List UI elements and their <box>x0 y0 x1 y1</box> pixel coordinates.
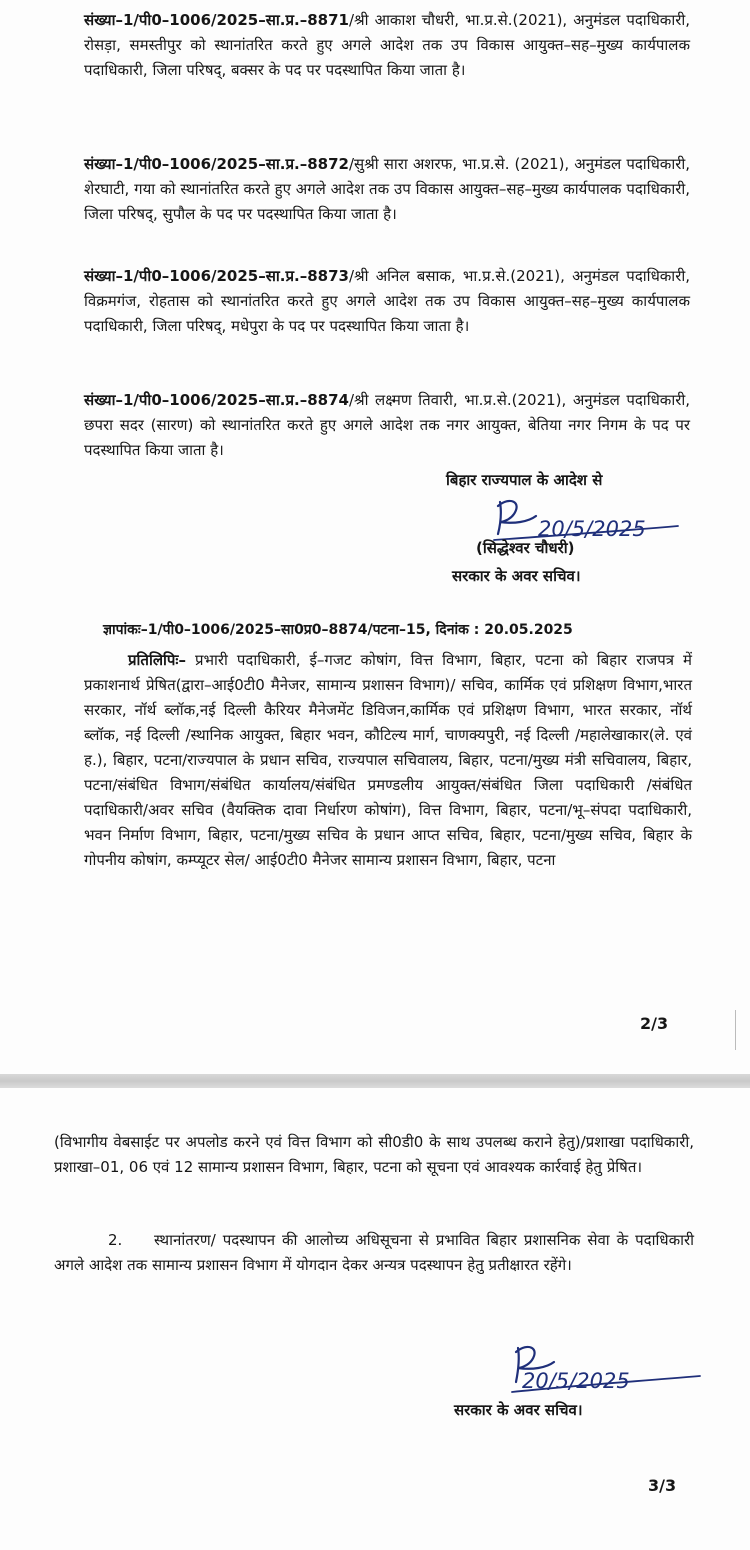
copy-distribution-paragraph <box>84 648 692 873</box>
copy-continuation-paragraph: (विभागीय वेबसाईट पर अपलोड करने एवं वित्त विभाग को सी0डी0 के साथ उपलब्ध कराने हेतु)/प्रशाखा पदाधिकारी, प्रशाखा–01, 06 एवं 12 सामान्य प्रशासन विभाग, बिहार, पटना को सूचना एवं आवश्यक कार्रवाई हेतु प्रेषित। <box>54 1133 694 1176</box>
order-ref-number: संख्या–1/पी0–1006/2025–सा.प्र.–8873 <box>84 267 349 285</box>
order-paragraph-1 <box>84 8 690 83</box>
order-paragraph-3 <box>84 264 690 339</box>
order-ref-number: संख्या–1/पी0–1006/2025–सा.प्र.–8874 <box>84 391 349 409</box>
signature-date: 20/5/2025 <box>522 1369 630 1393</box>
memo-reference-line: ज्ञापांकः–1/पी0–1006/2025–सा0प्र0–8874/पटना–15, दिनांक : 20.05.2025 <box>103 622 573 638</box>
order-paragraph-2 <box>84 152 690 227</box>
order-text: /श्री अनिल बसाक, भा.प्र.से.(2021), अनुमंडल पदाधिकारी, विक्रमगंज, रोहतास को स्थानांतरित करते हुए अगले आदेश तक उप विकास आयुक्त–सह–मुख्य कार्यपालक पदाधिकारी, जिला परिषद्, मधेपुरा के पद पर पदस्थापित किया जाता है। <box>84 267 690 335</box>
by-order-line: बिहार राज्यपाल के आदेश से <box>446 471 603 489</box>
order-text: /श्री आकाश चौधरी, भा.प्र.से.(2021), अनुमंडल पदाधिकारी, रोसड़ा, समस्तीपुर को स्थानांतरित करते हुए अगले आदेश तक उप विकास आयुक्त–सह–मुख्य कार्यपालक पदाधिकारी, जिला परिषद्, बक्सर के पद पर पदस्थापित किया जाता है। <box>84 11 690 79</box>
signature-date: 20/5/2025 <box>538 517 646 541</box>
point-text: स्थानांतरण/ पदस्थापन की आलोच्य अधिसूचना से प्रभावित बिहार प्रशासनिक सेवा के पदाधिकारी अगले आदेश तक सामान्य प्रशासन विभाग में योगदान देकर अन्यत्र पदस्थापन हेतु प्रतीक्षारत रहेंगे। <box>54 1231 694 1274</box>
point-2-paragraph <box>54 1228 694 1278</box>
signatory-title: सरकार के अवर सचिव। <box>454 1401 583 1419</box>
copy-label: प्रतिलिपिः– <box>128 651 186 669</box>
page-number: 2/3 <box>640 1014 669 1033</box>
signatory-name: (सिद्धेश्वर चौधरी) <box>476 539 575 557</box>
page-number: 3/3 <box>648 1476 677 1495</box>
order-ref-number: संख्या–1/पी0–1006/2025–सा.प्र.–8871 <box>84 11 349 29</box>
order-paragraph-4 <box>84 388 690 463</box>
point-number: 2. <box>108 1231 123 1249</box>
document-page-3 <box>0 1088 750 1550</box>
order-text: /श्री लक्ष्मण तिवारी, भा.प्र.से.(2021), अनुमंडल पदाधिकारी, छपरा सदर (सारण) को स्थानांतरित करते हुए अगले आदेश तक नगर आयुक्त, बेतिया नगर निगम के पद पर पदस्थापित किया जाता है। <box>84 391 690 459</box>
order-text: /सुश्री सारा अशरफ, भा.प्र.से. (2021), अनुमंडल पदाधिकारी, शेरघाटी, गया को स्थानांतरित करते हुए अगले आदेश तक उप विकास आयुक्त–सह–मुख्य कार्यपालक पदाधिकारी, जिला परिषद्, सुपौल के पद पर पदस्थापित किया जाता है। <box>84 155 690 223</box>
copy-recipients-text: प्रभारी पदाधिकारी, ई–गजट कोषांग, वित्त विभाग, बिहार, पटना को बिहार राजपत्र में प्रकाशनार्थ प्रेषित(द्वारा–आई0टी0 मैनेजर, सामान्य प्रशासन विभाग)/ सचिव, कार्मिक एवं प्रशिक्षण विभाग,भारत सरकार, नॉर्थ ब्लॉक,नई दिल्ली कैरियर मैनेजमेंट डिविजन,कार्मिक एवं प्रशिक्षण विभाग, भारत सरकार, नॉर्थ ब्लॉक, नई दिल्ली /स्थानिक आयुक्त, बिहार भवन, कौटिल्य मार्ग, चाणक्यपुरी, नई दिल्ली /महालेखाकार(ले. एवं ह.), बिहार, पटना/राज्यपाल के प्रधान सचिव, राज्यपाल सचिवालय, बिहार, पटना/मुख्य मंत्री सचिवालय, बिहार, पटना/संबंधित विभाग/संबंधित कार्यालय/संबंधित प्रमण्डलीय आयुक्त/संबंधित जिला पदाधिकारी /संबंधित पदाधिकारी/अवर सचिव (वैयक्तिक दावा निर्धारण कोषांग), वित्त विभाग, बिहार, पटना/भू–संपदा पदाधिकारी, भवन निर्माण विभाग, बिहार, पटना/मुख्य सचिव के प्रधान आप्त सचिव, बिहार, पटना/मुख्य सचिव, बिहार के गोपनीय कोषांग, कम्प्यूटर सेल/ आई0टी0 मैनेजर सामान्य प्रशासन विभाग, बिहार, पटना <box>84 651 692 869</box>
handwritten-signature-icon <box>508 1340 708 1404</box>
signatory-title: सरकार के अवर सचिव। <box>452 567 581 585</box>
page-separator <box>0 1074 750 1088</box>
order-ref-number: संख्या–1/पी0–1006/2025–सा.प्र.–8872 <box>84 155 349 173</box>
